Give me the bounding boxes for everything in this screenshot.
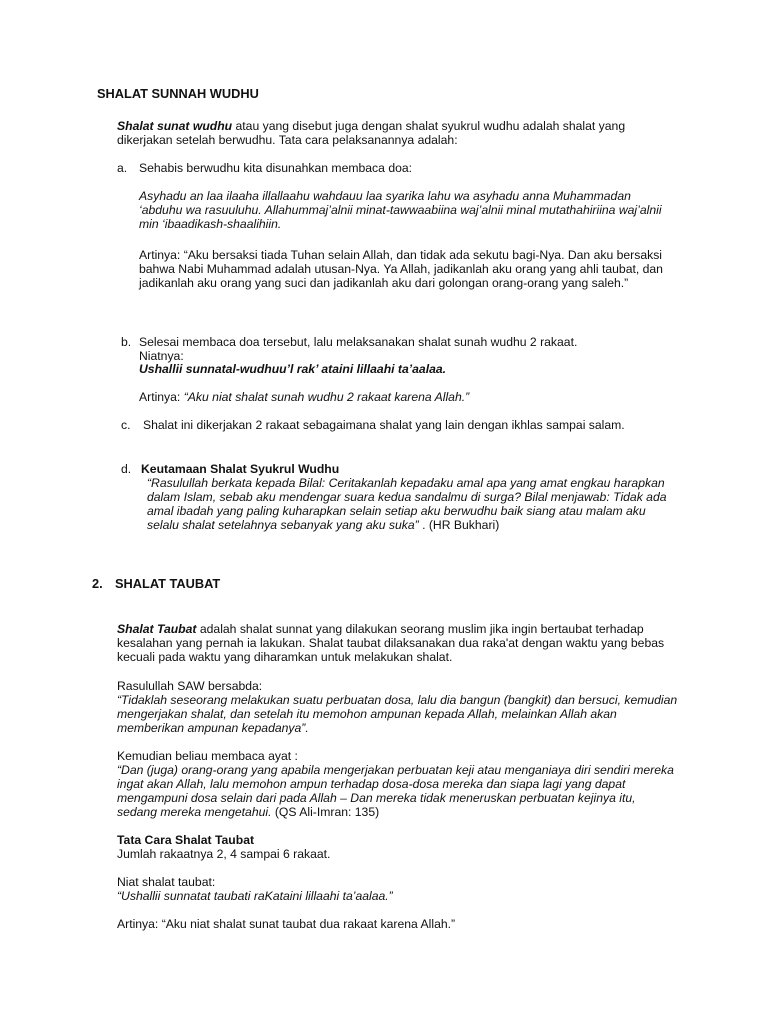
hadith-label: Rasulullah SAW bersabda:	[117, 679, 263, 693]
artinya-text: “Aku niat shalat sunah wudhu 2 rakaat karena Allah.”	[183, 390, 470, 404]
niat-taubat-meaning: Artinya: “Aku niat shalat sunat taubat dua rakaat karena Allah.”	[117, 917, 456, 931]
list-item-text: Sehabis berwudhu kita disunahkan membaca doa:	[139, 161, 413, 175]
taubat-intro-text: adalah shalat sunnat yang dilakukan seorang muslim jika ingin bertaubat terhadap kesalahan yang pernah ia lakukan. Shalat taubat dilaksanakan dua raka'at dengan waktu yang bebas kecuali pada waktu yang diharamkan untuk melakukan shalat.	[117, 622, 665, 664]
list-marker: a.	[117, 161, 128, 175]
list-marker: d.	[121, 462, 132, 476]
niat-text: Ushallii sunnatal-wudhuu’l rak’ ataini lillaahi ta’aalaa.	[139, 362, 447, 376]
ayat-label: Kemudian beliau membaca ayat :	[117, 749, 298, 763]
jumlah-rakaat: Jumlah rakaatnya 2, 4 sampai 6 rakaat.	[117, 847, 331, 861]
hadith-taubat: “Tidaklah seseorang melakukan suatu perbuatan dosa, lalu dia bangun (bangkit) dan bersuci, kemudian mengerjakan shalat, dan setelah itu memohon ampunan kepada Allah, melainkan Allah akan memberikan ampunan kepadanya”.	[117, 693, 678, 735]
list-item-text: Shalat ini dikerjakan 2 rakaat sebagaimana shalat yang lain dengan ikhlas sampai salam.	[143, 418, 625, 432]
taubat-term: Shalat Taubat	[117, 622, 197, 636]
ayat-text: “Dan (juga) orang-orang yang apabila mengerjakan perbuatan keji atau menganiaya diri sendiri mereka ingat akan Allah, lalu memohon ampun terhadap dosa-dosa mereka dan siapa lagi yang dapat mengampuni dosa selain dari pada Allah – Dan mereka tidak meneruskan perbuatan kejinya itu, sedang mereka mengetahui.	[117, 763, 674, 819]
section-title-shalat-sunnah-wudhu: SHALAT SUNNAH WUDHU	[97, 86, 259, 101]
artinya-label: Artinya:	[139, 390, 184, 404]
niat-taubat-label: Niat shalat taubat:	[117, 875, 216, 889]
doa-meaning: Artinya: “Aku bersaksi tiada Tuhan selain Allah, dan tidak ada sekutu bagi-Nya. Dan aku bersaksi bahwa Nabi Muhammad adalah utusan-Nya. Ya Allah, jadikanlah aku orang yang ahli taubat, dan jadikanlah aku orang yang suci dan jadikanlah aku dari golongan orang-orang yang saleh.”	[139, 248, 663, 290]
list-marker: c.	[121, 418, 131, 432]
doa-text: Asyhadu an laa ilaaha illallaahu wahdauu laa syarika lahu wa asyhadu anna Muhammadan ‘abduhu wa rasuuluhu. Allahummaj’alnii minat-tawwaabiina waj’alnii minal mutathahiriina waj’alnii min ‘ibaadikash-shaalihiin.	[139, 189, 662, 231]
ayat-source: (QS Ali-Imran: 135)	[271, 805, 380, 819]
list-item-text: Selesai membaca doa tersebut, lalu melaksanakan shalat sunah wudhu 2 rakaat.	[139, 335, 578, 349]
hadith-source: . (HR Bukhari)	[418, 518, 500, 532]
list-item-d	[121, 462, 339, 476]
niat-label: Niatnya:	[139, 349, 184, 363]
intro-text: atau yang disebut juga dengan shalat syukrul wudhu adalah shalat yang dikerjakan setelah berwudhu. Tata cara pelaksanannya adalah:	[117, 119, 626, 147]
list-item-b	[121, 335, 681, 349]
list-marker: b.	[121, 335, 132, 349]
intro-term: Shalat sunat wudhu	[117, 119, 233, 133]
section-heading-shalat-taubat	[92, 577, 220, 591]
hadith-quote: “Rasulullah berkata kepada Bilal: Ceritakanlah kepadaku amal apa yang amat engkau harapkan dalam Islam, sebab aku mendengar suara kedua sandalmu di surga? Bilal menjawab: Tidak ada amal ibadah yang paling kuharapkan selain setiap aku berwudhu baik siang atau malam aku selalu shalat setelahnya sebanyak yang aku suka”	[147, 476, 667, 532]
ayat-paragraph	[117, 763, 677, 819]
niat-meaning	[139, 390, 469, 404]
taubat-intro	[117, 622, 679, 664]
item-d-title: Keutamaan Shalat Syukrul Wudhu	[141, 462, 340, 476]
list-item-a	[117, 161, 412, 175]
intro-paragraph	[117, 119, 662, 147]
list-item-c	[121, 418, 681, 432]
hadith-bilal	[147, 476, 677, 532]
tata-cara-title: Tata Cara Shalat Taubat	[117, 833, 255, 847]
section-number: 2.	[92, 576, 103, 591]
section-title: SHALAT TAUBAT	[115, 576, 221, 591]
niat-taubat-text: “Ushallii sunnatat taubati raKataini lillaahi ta’aalaa.”	[117, 889, 393, 903]
